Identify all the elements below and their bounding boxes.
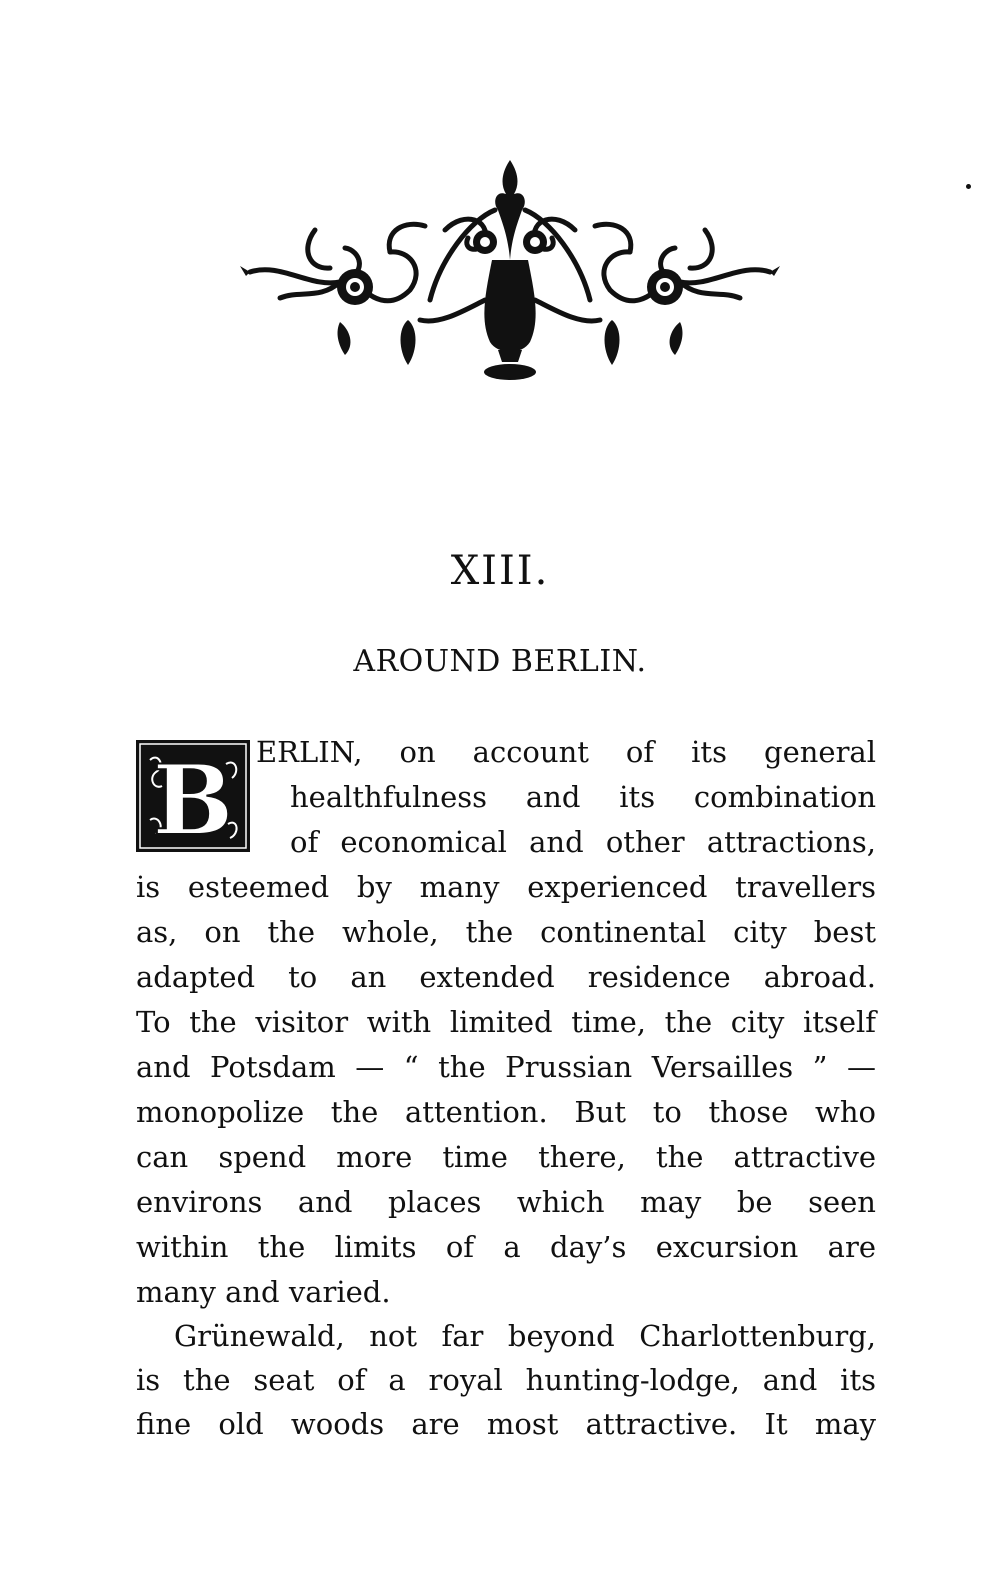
text-line: adapted to an extended residence abroad. [136,960,876,994]
text-line: environs and places which may be seen [136,1185,876,1219]
text-line: monopolize the attention. But to those who [136,1095,876,1129]
text-line: of economical and other attractions, [290,825,876,859]
text-line: within the limits of a day’s excursion are [136,1230,876,1264]
text-line: fine old woods are most attractive. It may [136,1407,876,1441]
chapter-title: AROUND BERLIN. [353,644,647,679]
chapter-number: XIII. [450,548,550,594]
text-line: can spend more time there, the attractive [136,1140,876,1174]
drop-cap-letter: B [152,744,234,852]
text-line: healthfulness and its combination [290,780,876,814]
text-line: To the visitor with limited time, the city itself [136,1005,876,1039]
text-line: is esteemed by many experienced travellers [136,870,876,904]
text-line: is the seat of a royal hunting-lodge, and its [136,1363,876,1397]
text-line: many and varied. [136,1275,391,1309]
text-line: and Potsdam — “ the Prussian Versailles ” — [136,1050,876,1084]
stray-dot [966,184,971,189]
text-line: Grünewald, not far beyond Charlottenburg, [174,1319,876,1353]
drop-cap [136,740,250,852]
text-line: ERLIN, on account of its general [256,735,876,769]
vignette-ornament [240,150,780,385]
text-line: as, on the whole, the continental city best [136,915,876,949]
